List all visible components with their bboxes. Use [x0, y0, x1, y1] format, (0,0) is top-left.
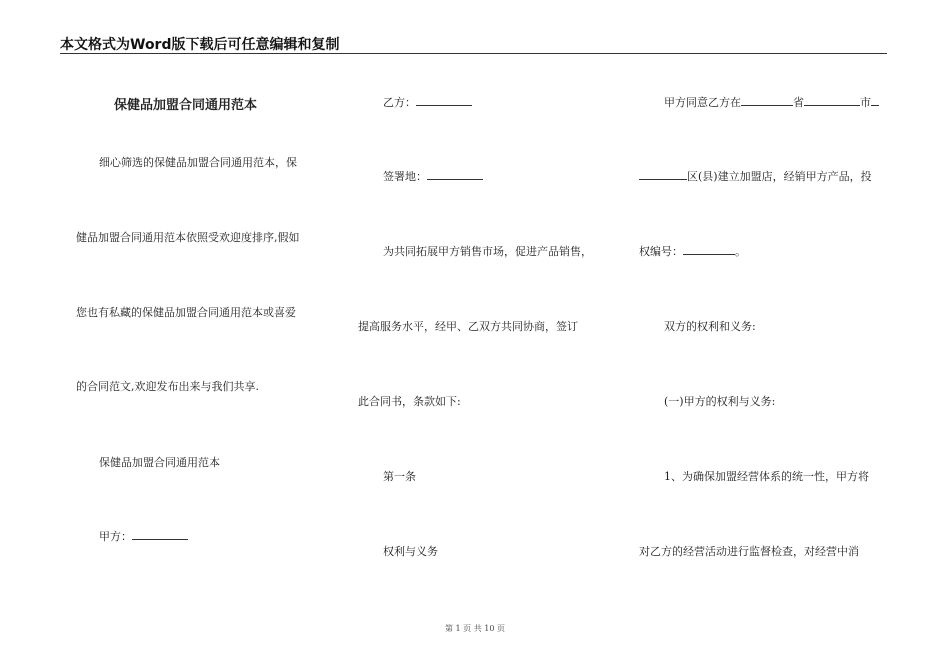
text-fragment: 权编号：	[639, 245, 683, 258]
party-b-line	[383, 94, 472, 110]
paragraph-line: 您也有私藏的保健品加盟合同通用范本或喜爱	[76, 306, 296, 319]
party-b-blank	[416, 95, 472, 106]
text-fragment: 甲方同意乙方在	[664, 96, 741, 109]
province-blank	[741, 95, 793, 106]
article-subheading: 权利与义务	[383, 545, 438, 558]
text-fragment: 市	[860, 96, 871, 109]
paragraph-line: 对乙方的经营活动进行监督检查，对经营中消	[639, 545, 859, 558]
paragraph-line: 的合同范文,欢迎发布出来与我们共享.	[76, 380, 259, 393]
trailing-blank	[871, 95, 879, 106]
paragraph-line: 双方的权利和义务:	[664, 320, 756, 333]
paragraph-line: 此合同书，条款如下:	[358, 395, 461, 408]
text-fragment: 区(县)建立加盟店，经销甲方产品，投	[687, 170, 872, 183]
text-fragment: 省	[793, 96, 804, 109]
sign-place-line	[383, 168, 483, 184]
paragraph-line	[664, 94, 879, 110]
paragraph-line: 提高服务水平，经甲、乙双方共同协商，签订	[358, 320, 578, 333]
paragraph-line	[639, 168, 872, 184]
article-heading: 第一条	[383, 470, 416, 483]
section-subtitle: 保健品加盟合同通用范本	[99, 456, 220, 469]
paragraph-line	[639, 243, 746, 259]
sign-place-label: 签署地：	[383, 170, 427, 183]
paragraph-line: (一)甲方的权利与义务:	[664, 395, 776, 408]
paragraph-line: 细心筛选的保健品加盟合同通用范本，保	[99, 156, 297, 169]
license-number-blank	[683, 244, 735, 255]
party-a-line	[99, 528, 188, 544]
header-divider	[60, 53, 887, 54]
city-blank	[804, 95, 860, 106]
sign-place-blank	[427, 169, 483, 180]
page-number: 第 1 页 共 10 页	[445, 624, 505, 633]
paragraph-line: 为共同拓展甲方销售市场，促进产品销售，	[383, 245, 592, 258]
paragraph-line: 1、为确保加盟经营体系的统一性，甲方将	[664, 470, 869, 483]
text-fragment: 。	[735, 245, 746, 258]
document-title: 保健品加盟合同通用范本	[114, 98, 258, 113]
document-header: 本文格式为Word版下载后可任意编辑和复制	[60, 37, 340, 53]
paragraph-line: 健品加盟合同通用范本依照受欢迎度排序,假如	[76, 231, 300, 244]
party-b-label: 乙方：	[383, 96, 416, 109]
party-a-blank	[132, 529, 188, 540]
district-blank	[639, 169, 687, 180]
party-a-label: 甲方：	[99, 530, 132, 543]
